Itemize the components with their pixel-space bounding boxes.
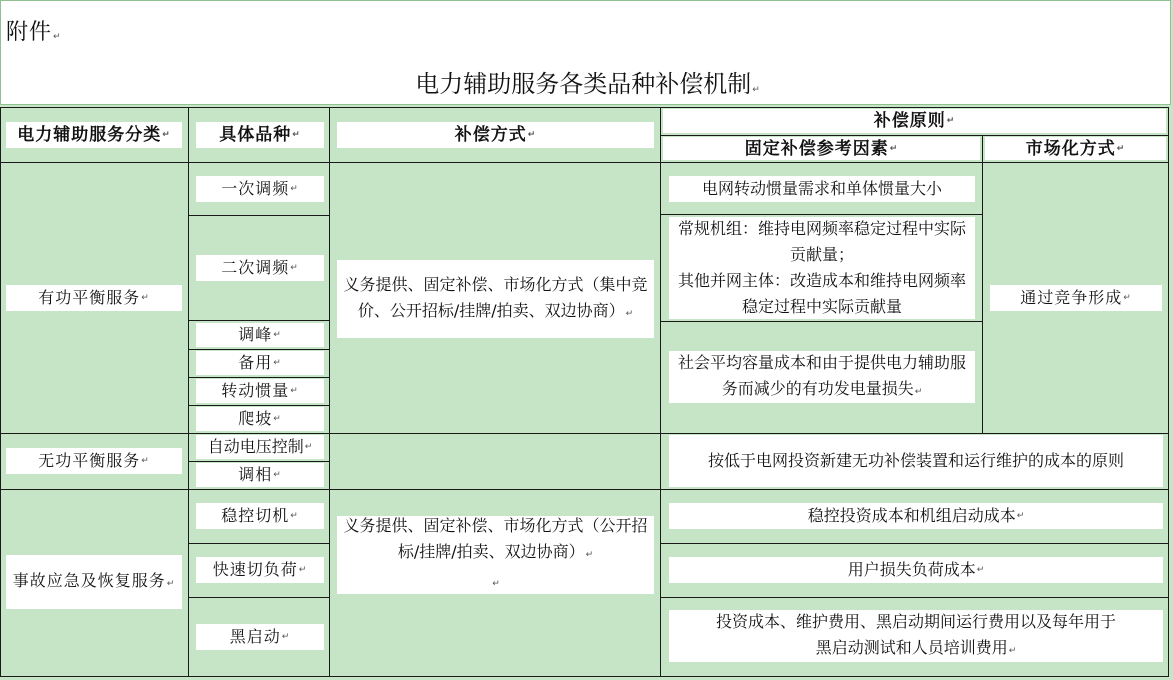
header-category: 电力辅助服务分类 ↵ <box>6 122 182 148</box>
principle-load-shedding: 用户损失负荷成本 ↵ <box>669 557 1163 583</box>
variety-black-start: 黑启动 ↵ <box>196 624 324 650</box>
principle-stability: 稳控投资成本和机组启动成本 ↵ <box>669 503 1163 529</box>
variety-fast-load-shedding: 快速切负荷 ↵ <box>196 557 324 583</box>
page-title: 电力辅助服务各类品种补偿机制↵ <box>415 70 760 98</box>
variety-stability-tripping: 稳控切机 ↵ <box>196 503 324 529</box>
method-active-balance: 义务提供、固定补偿、市场化方式（集中竞价、公开招标/挂牌/拍卖、双边协商）↵ <box>337 260 654 338</box>
principle-black-start: 投资成本、维护费用、黑启动期间运行费用以及每年用于黑启动测试和人员培训费用↵ <box>669 610 1163 662</box>
method-reactive-and-emergency: 义务提供、固定补偿、市场化方式（公开招标/挂牌/拍卖、双边协商）↵ ↵ <box>337 516 654 594</box>
header-fixed-factors: 固定补偿参考因素 ↵ <box>663 137 980 160</box>
header-market-method: 市场化方式 ↵ <box>985 137 1166 160</box>
variety-ramping: 爬坡 ↵ <box>196 407 324 431</box>
factor-capacity-cost: 社会平均容量成本和由于提供电力辅助服务而减少的有功发电量损失↵ <box>669 351 975 403</box>
market-competition: 通过竞争形成 ↵ <box>990 285 1162 311</box>
variety-automatic-voltage-control: 自动电压控制 ↵ <box>196 435 324 459</box>
factor-primary-frequency: 电网转动惯量需求和单体惯量大小 <box>669 176 975 202</box>
variety-peak-regulation: 调峰 ↵ <box>196 323 324 347</box>
attachment-label: 附件↵ <box>6 20 62 45</box>
principle-reactive: 按低于电网投资新建无功补偿装置和运行维护的成本的原则 <box>669 435 1163 487</box>
category-reactive-balance: 无功平衡服务 ↵ <box>6 448 182 474</box>
header-variety: 具体品种 ↵ <box>196 122 324 148</box>
category-emergency-recovery: 事故应急及恢复服务↵ <box>6 555 182 609</box>
variety-reserve: 备用 ↵ <box>196 351 324 375</box>
document-header <box>0 0 1171 105</box>
variety-secondary-frequency: 二次调频 ↵ <box>196 255 324 281</box>
variety-phase-modulation: 调相 ↵ <box>196 463 324 487</box>
variety-rotational-inertia: 转动惯量 ↵ <box>196 379 324 403</box>
category-active-balance: 有功平衡服务 ↵ <box>6 285 182 311</box>
header-method: 补偿方式 ↵ <box>337 122 654 148</box>
header-principle: 补偿原则 ↵ <box>663 109 1166 133</box>
variety-primary-frequency: 一次调频 ↵ <box>196 176 324 202</box>
factor-secondary-frequency: 常规机组：维持电网频率稳定过程中实际贡献量； 其他并网主体：改造成本和维持电网频率稳定过程中实际贡献量 <box>669 217 975 319</box>
